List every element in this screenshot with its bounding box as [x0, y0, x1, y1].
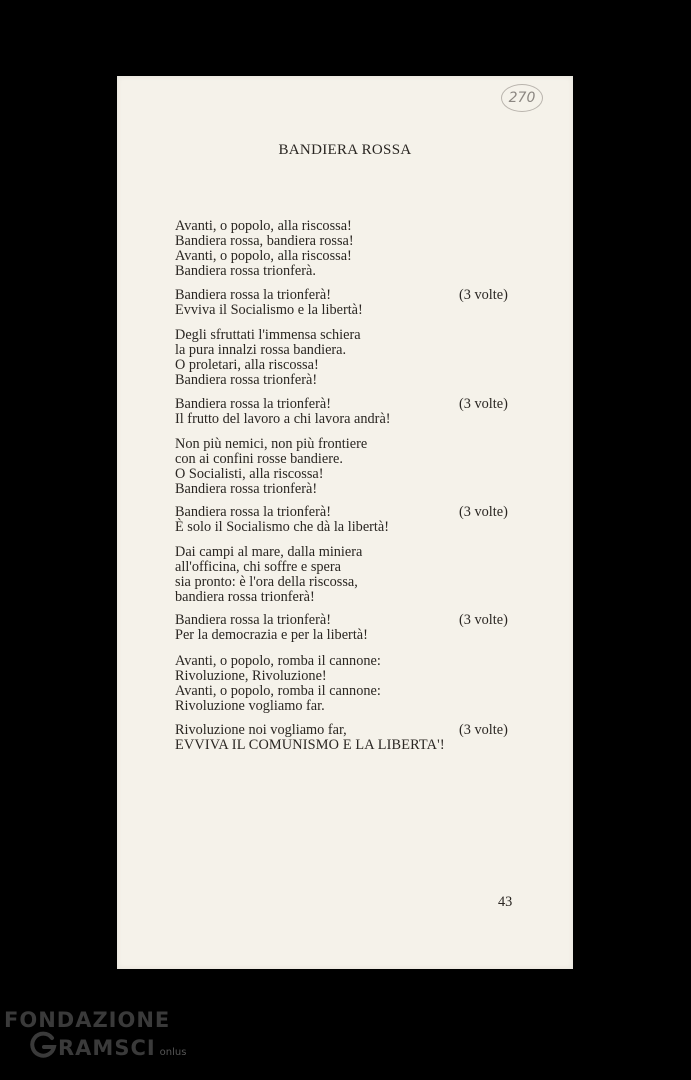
verse-line: Bandiera rossa la trionferà! [175, 396, 332, 412]
verse-line: la pura innalzi rossa bandiera. [175, 342, 347, 358]
verse-line: Rivoluzione, Rivoluzione! [175, 668, 327, 684]
repeat-mark-2: (3 volte) [459, 396, 508, 412]
logo-line-1: FONDAZIONE [4, 1008, 171, 1032]
verse-line: Bandiera rossa trionferà. [175, 263, 316, 279]
verse-line: Bandiera rossa trionferà! [175, 481, 318, 497]
verse-line: Avanti, o popolo, romba il cannone: [175, 653, 381, 669]
logo-line-3: onlus [159, 1047, 187, 1058]
verse-line: bandiera rossa trionferà! [175, 589, 315, 605]
repeat-mark-1: (3 volte) [459, 287, 508, 303]
handwritten-annotation: 270 [501, 84, 543, 112]
verse-line: sia pronto: è l'ora della riscossa, [175, 574, 358, 590]
repeat-mark-5: (3 volte) [459, 722, 508, 738]
verse-line: Avanti, o popolo, alla riscossa! [175, 218, 352, 234]
logo-line-2: RAMSCI [58, 1036, 156, 1060]
stanza-5 [175, 654, 515, 714]
logo-row-2 [28, 1030, 186, 1060]
verse-line: EVVIVA IL COMUNISMO E LA LIBERTA'! [175, 737, 445, 753]
verse-line: Il frutto del lavoro a chi lavora andrà! [175, 411, 391, 427]
verse-line: Dai campi al mare, dalla miniera [175, 544, 363, 560]
document-page [117, 76, 573, 969]
verse-line: Bandiera rossa trionferà! [175, 372, 318, 388]
verse-line: È solo il Socialismo che dà la libertà! [175, 519, 389, 535]
verse-line: Avanti, o popolo, alla riscossa! [175, 248, 352, 264]
page-title: BANDIERA ROSSA [278, 142, 412, 158]
verse-line: Bandiera rossa la trionferà! [175, 504, 332, 520]
stanza-3 [175, 437, 515, 497]
stanza-1 [175, 219, 515, 279]
repeat-mark-4: (3 volte) [459, 612, 508, 628]
fondazione-gramsci-logo [4, 1008, 186, 1060]
repeat-mark-3: (3 volte) [459, 504, 508, 520]
verse-line: Bandiera rossa, bandiera rossa! [175, 233, 354, 249]
verse-line: Degli sfruttati l'immensa schiera [175, 327, 361, 343]
stanza-4 [175, 545, 515, 605]
verse-line: Non più nemici, non più frontiere [175, 436, 368, 452]
page-number: 43 [498, 894, 513, 910]
verse-line: con ai confini rosse bandiere. [175, 451, 343, 467]
verse-line: Rivoluzione vogliamo far. [175, 698, 325, 714]
verse-line: O proletari, alla riscossa! [175, 357, 319, 373]
verse-line: Per la democrazia e per la libertà! [175, 627, 368, 643]
verse-line: Avanti, o popolo, romba il cannone: [175, 683, 381, 699]
verse-line: all'officina, chi soffre e spera [175, 559, 341, 575]
verse-line: Evviva il Socialismo e la libertà! [175, 302, 363, 318]
verse-line: O Socialisti, alla riscossa! [175, 466, 324, 482]
verse-line: Bandiera rossa la trionferà! [175, 612, 332, 628]
verse-line: Bandiera rossa la trionferà! [175, 287, 332, 303]
verse-line: Rivoluzione noi vogliamo far, [175, 722, 347, 738]
stanza-2 [175, 328, 515, 388]
g-logo-icon [28, 1030, 58, 1060]
